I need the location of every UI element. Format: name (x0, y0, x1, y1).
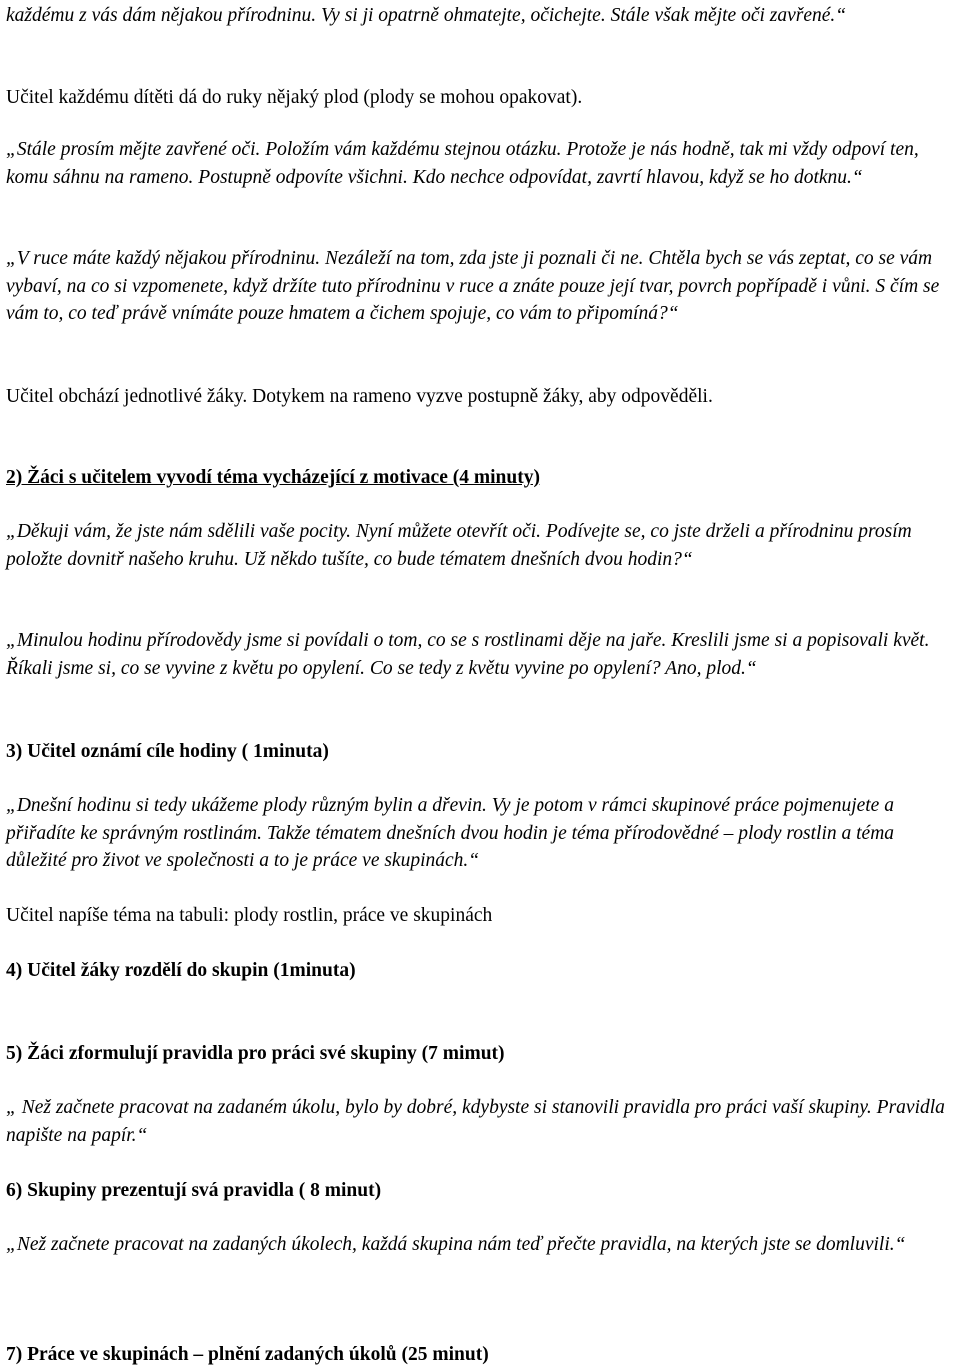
heading-section-3: 3) Učitel oznámí cíle hodiny ( 1minuta) (6, 741, 329, 762)
paragraph-teacher-gives-fruit: Učitel každému dítěti dá do ruky nějaký plod (plody se mohou opakovat). (6, 87, 583, 108)
heading-section-7: 7) Práce ve skupinách – plnění zadaných úkolů (25 minut) (6, 1344, 489, 1365)
heading-section-4: 4) Učitel žáky rozdělí do skupin (1minuta) (6, 960, 356, 981)
paragraph-set-rules: „ Než začnete pracovat na zadaném úkolu, bylo by dobré, kdybyste si stanovili pravidla pro práci vaší skupiny. Pravidla napište na papír.“ (6, 1097, 945, 1146)
paragraph-teacher-writes-topic: Učitel napíše téma na tabuli: plody rostlin, práce ve skupinách (6, 905, 493, 926)
paragraph-present-rules: „Než začnete pracovat na zadaných úkolech, každá skupina nám teď přečte pravidla, na kterých jste se domluvili.“ (6, 1234, 906, 1255)
heading-section-5: 5) Žáci zformulují pravidla pro práci své skupiny (7 mimut) (6, 1043, 505, 1064)
heading-section-2: 2) Žáci s učitelem vyvodí téma vycházející z motivace (4 minuty) (6, 467, 540, 488)
paragraph-todays-lesson: „Dnešní hodinu si tedy ukážeme plody různým bylin a dřevin. Vy je potom v rámci skupinové práce pojmenujete a přiřadíte ke správným rostlinám. Takže tématem dnešních dvou hodin je téma přírodovědné – plody rostlin a téma důležité pro život ve společnosti a to je práce ve skupinách.“ (6, 795, 895, 871)
paragraph-keep-eyes-closed: „Stále prosím mějte zavřené oči. Položím vám každému stejnou otázku. Protože je nás hodně, tak mi vždy odpoví ten, komu sáhnu na rameno. Postupně odpovíte všichni. Kdo nechce odpovídat, zavrtí hlavou, když se ho dotknu.“ (6, 139, 919, 188)
paragraph-thank-you-open-eyes: „Děkuji vám, že jste nám sdělili vaše pocity. Nyní můžete otevřít oči. Podívejte se, co jste drželi a přírodninu prosím položte dovnitř našeho kruhu. Už někdo tušíte, co bude tématem dnešních dvou hodin?“ (6, 521, 912, 570)
paragraph-last-lesson: „Minulou hodinu přírodovědy jsme si povídali o tom, co se s rostlinami děje na jaře. Kreslili jsme si a popisovali květ. Říkali jsme si, co se vyvine z květu po opylení. Co se tedy z květu vyvine po opylení? Ano, plod.“ (6, 630, 930, 679)
paragraph-teacher-walks-around: Učitel obchází jednotlivé žáky. Dotykem na rameno vyzve postupně žáky, aby odpověděli. (6, 386, 713, 407)
paragraph-question-about-nature: „V ruce máte každý nějakou přírodninu. Nezáleží na tom, zda jste ji poznali či ne. Chtěla bych se vás zeptat, co se vám vybaví, na co si vzpomenete, když držíte tuto přírodninu v ruce a znáte pouze její tvar, povrch popřípadě i vůni. S čím se vám to, co teď právě vnímáte pouze hmatem a čichem spojuje, co vám to připomíná?“ (6, 248, 940, 324)
heading-section-6: 6) Skupiny prezentují svá pravidla ( 8 minut) (6, 1180, 382, 1201)
paragraph-instruction-touch: každému z vás dám nějakou přírodninu. Vy si ji opatrně ohmatejte, očichejte. Stále však mějte oči zavřené.“ (6, 5, 847, 26)
